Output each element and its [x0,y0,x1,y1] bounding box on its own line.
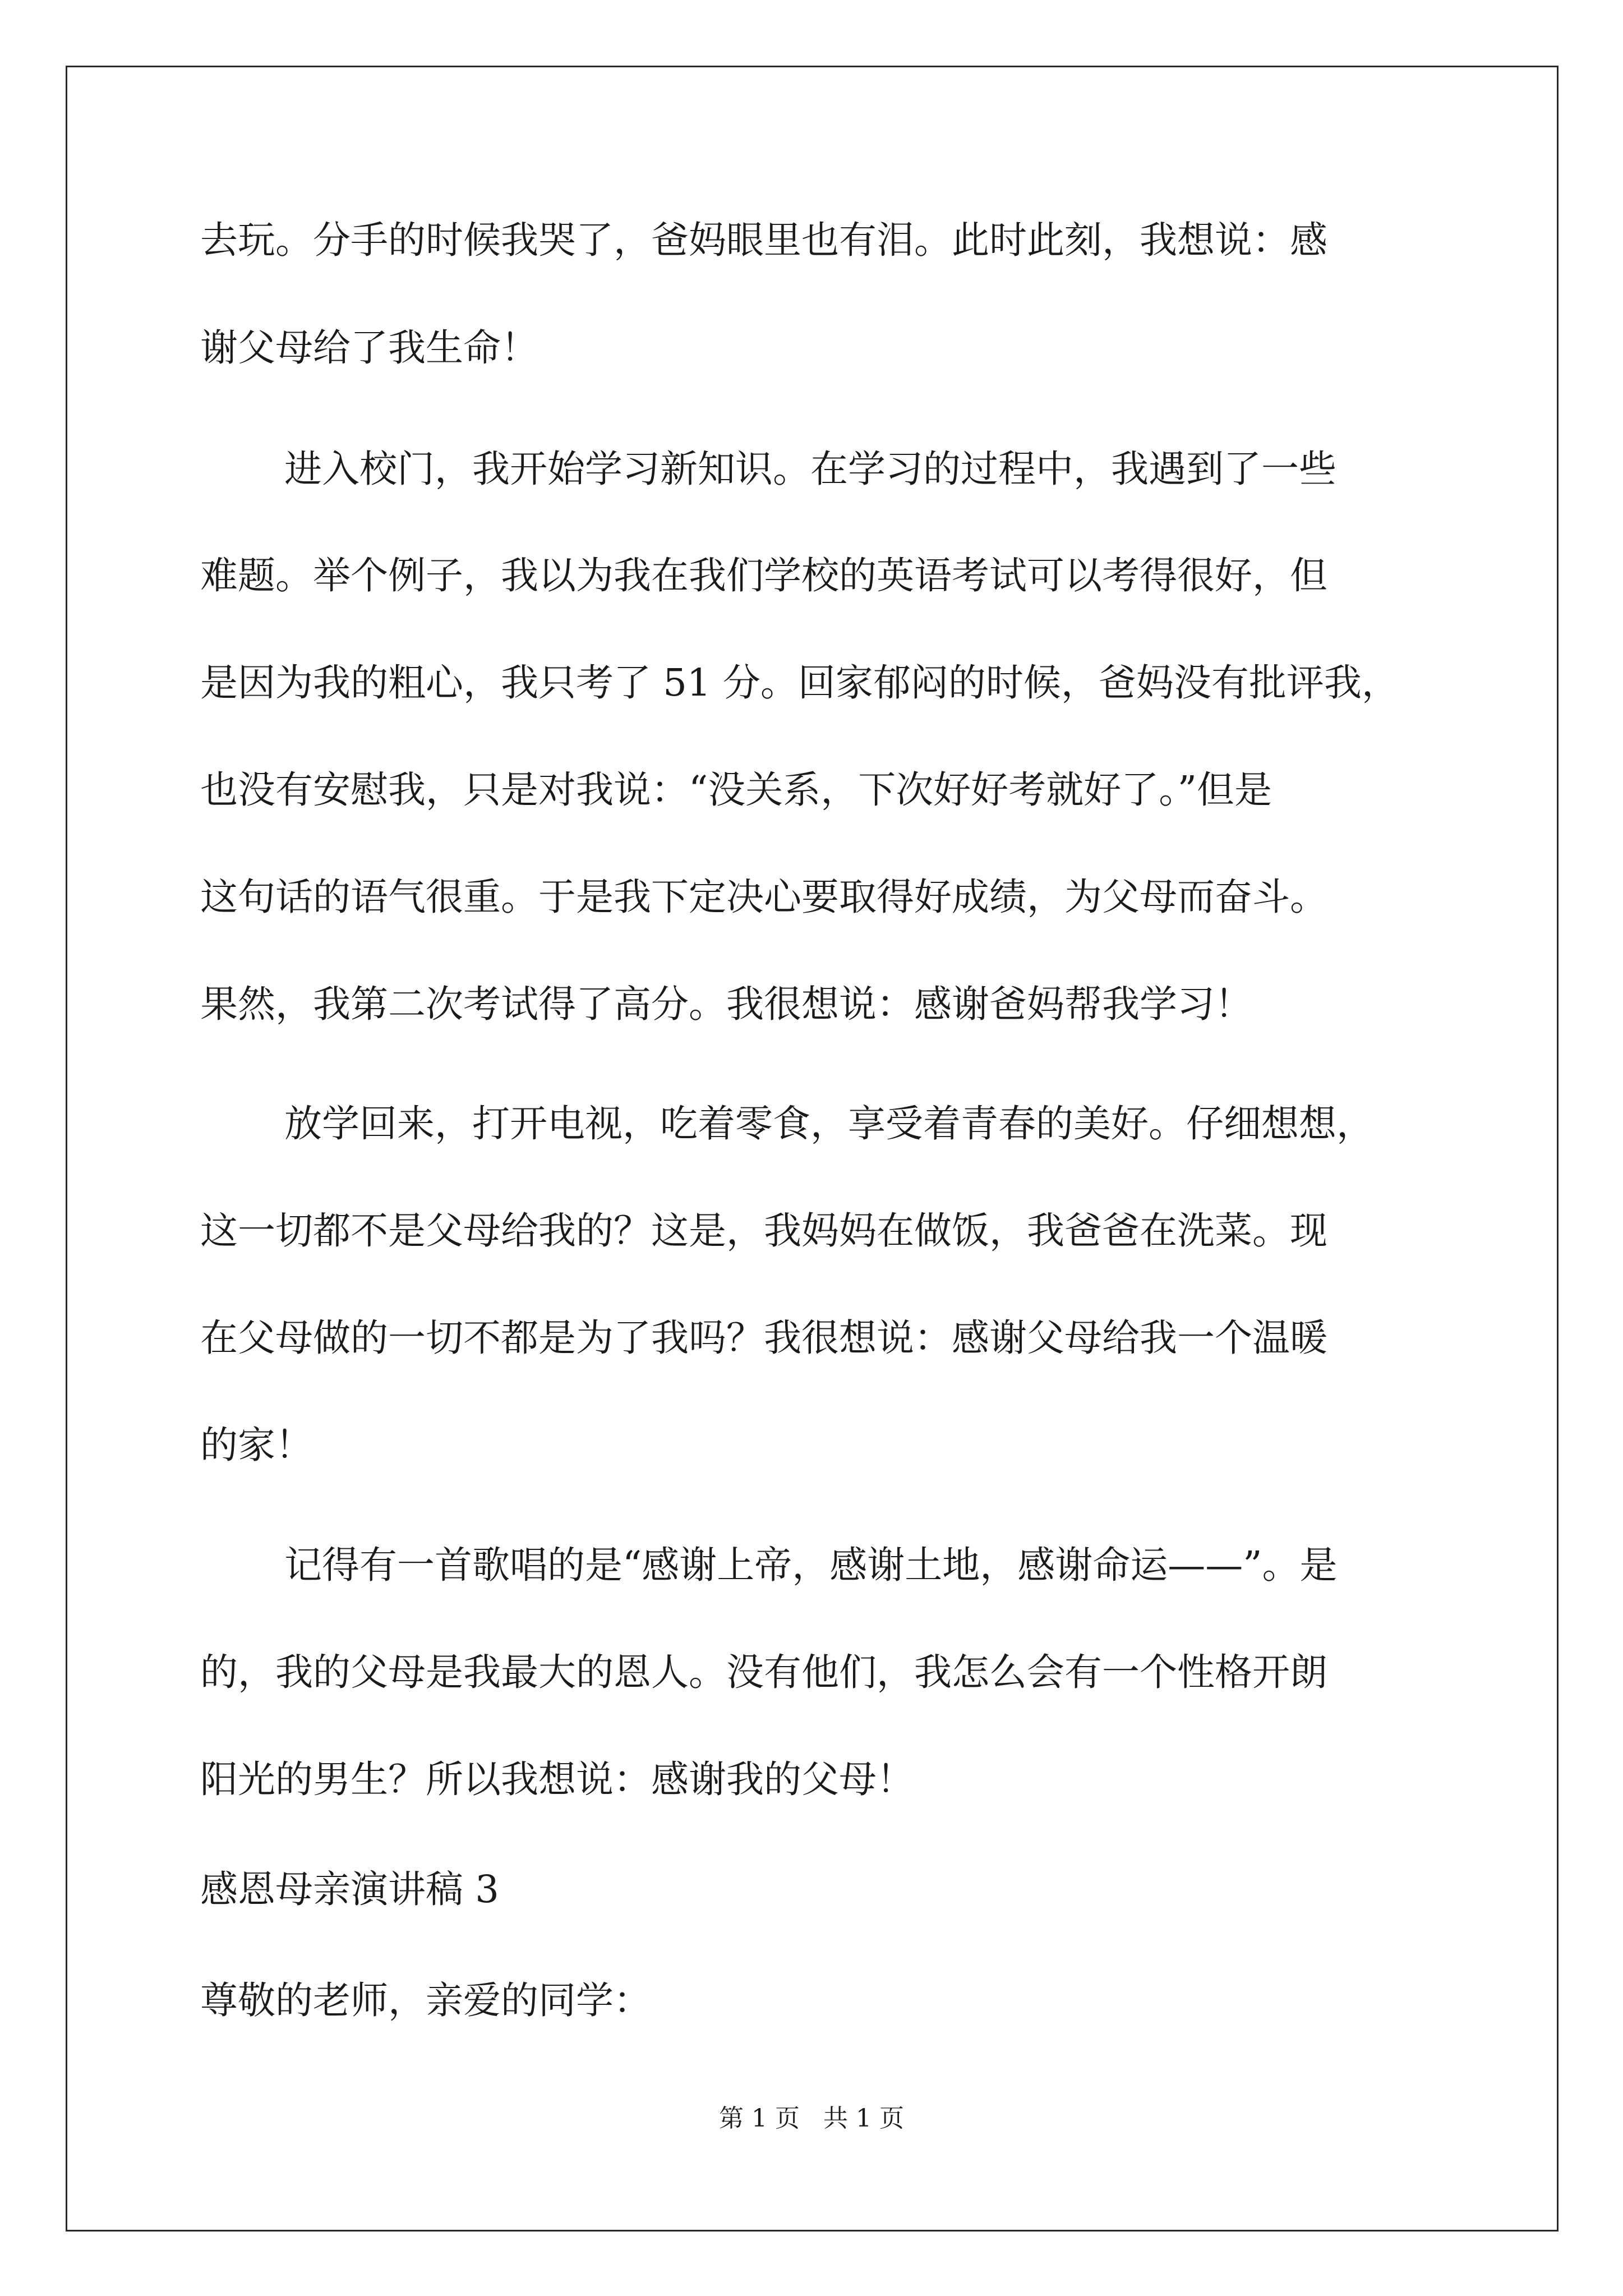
text-line: 谢父母给了我生命！ [200,326,538,370]
text-line: 的，我的父母是我最大的恩人。没有他们，我怎么会有一个性格开朗 [200,1650,1327,1694]
text-line: 去玩。分手的时候我哭了，爸妈眼里也有泪。此时此刻，我想说：感 [200,218,1327,262]
text-line: 是因为我的粗心，我只考了 51 分。回家郁闷的时候，爸妈没有批评我， [200,661,1399,705]
salutation: 尊敬的老师，亲爱的同学： [200,1978,651,2022]
text-line: 的家！ [200,1423,313,1467]
text-line: 这句话的语气很重。于是我下定决心要取得好成绩，为父母而奋斗。 [200,875,1327,919]
text-line: 果然，我第二次考试得了高分。我很想说：感谢爸妈帮我学习！ [200,982,1252,1026]
text-line: 这一切都不是父母给我的？这是，我妈妈在做饭，我爸爸在洗菜。现 [200,1209,1327,1253]
paragraph-start-line: 进入校门，我开始学习新知识。在学习的过程中，我遇到了一些 [284,447,1336,491]
section-title: 感恩母亲演讲稿 3 [200,1867,499,1911]
page-footer: 第 1 页 共 1 页 [719,2104,904,2133]
text-line: 在父母做的一切不都是为了我吗？我很想说：感谢父母给我一个温暖 [200,1316,1327,1360]
text-line: 难题。举个例子，我以为我在我们学校的英语考试可以考得很好，但 [200,554,1327,597]
paragraph-start-line: 放学回来，打开电视，吃着零食，享受着青春的美好。仔细想想， [284,1102,1374,1145]
text-line: 阳光的男生？所以我想说：感谢我的父母！ [200,1757,914,1801]
paragraph-start-line: 记得有一首歌唱的是“感谢上帝，感谢土地，感谢命运——”。是 [284,1543,1338,1587]
text-line: 也没有安慰我，只是对我说：“没关系，下次好好考就好了。”但是 [200,768,1272,812]
